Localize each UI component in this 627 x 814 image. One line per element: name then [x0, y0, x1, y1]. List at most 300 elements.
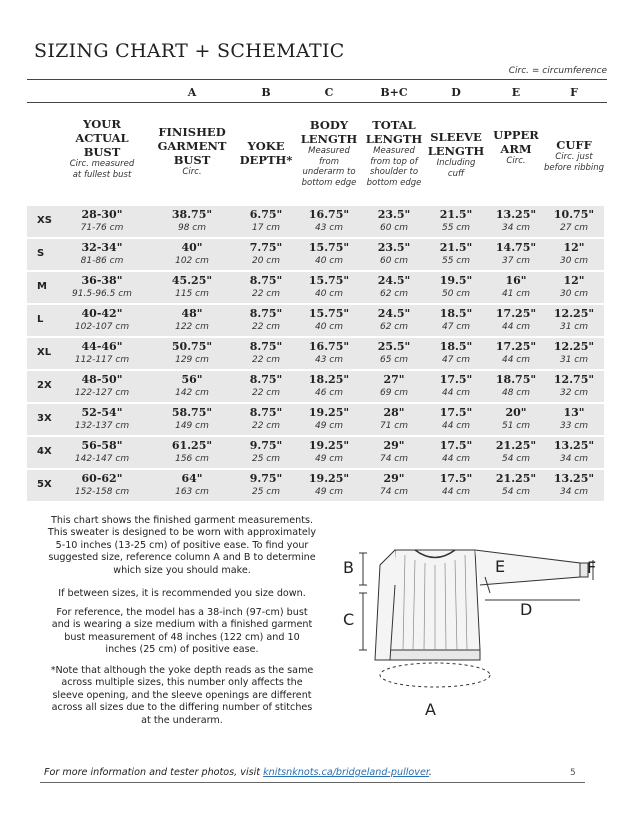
note-line: which size you should make. — [113, 564, 251, 576]
cell-total — [359, 241, 429, 267]
cell-yoke — [231, 340, 301, 366]
value-imperial: 20" — [505, 406, 527, 419]
table-row — [27, 404, 604, 435]
note-line: at the underarm. — [141, 714, 223, 726]
value-imperial: 12" — [563, 241, 585, 254]
cell-total — [359, 439, 429, 465]
cell-bust — [57, 373, 147, 399]
cell-total — [359, 472, 429, 498]
value-imperial: 12" — [563, 274, 585, 287]
value-imperial: 21.5" — [439, 241, 473, 254]
value-imperial: 12.75" — [553, 373, 595, 386]
value-imperial: 28" — [383, 406, 405, 419]
value-metric: 55 cm — [441, 256, 471, 266]
cell-yoke — [231, 241, 301, 267]
value-imperial: 19.25" — [308, 472, 350, 485]
cell-cuff — [539, 373, 609, 399]
value-imperial: 27" — [383, 373, 405, 386]
table-row — [27, 239, 604, 270]
value-imperial: 17.5" — [439, 472, 473, 485]
value-metric: 43 cm — [314, 223, 344, 233]
cell-cuff — [539, 472, 609, 498]
cell-yoke — [231, 406, 301, 432]
value-imperial: 13.25" — [495, 208, 537, 221]
note-paragraph — [32, 515, 332, 577]
value-metric: 34 cm — [559, 487, 589, 497]
value-metric: 30 cm — [559, 289, 589, 299]
size-label: 2X — [37, 380, 52, 391]
cell-finished — [157, 373, 227, 399]
cell-body — [294, 340, 364, 366]
value-metric: 44 cm — [441, 487, 471, 497]
table-row — [27, 272, 604, 303]
value-imperial: 48-50" — [81, 373, 123, 386]
value-metric: 54 cm — [501, 454, 531, 464]
header-subtitle-line: Circ. measured — [69, 159, 135, 169]
header-title-line: CUFF — [556, 138, 592, 152]
value-metric: 27 cm — [559, 223, 589, 233]
header-title-line: ARM — [500, 142, 532, 156]
cell-cuff — [539, 406, 609, 432]
value-imperial: 13.25" — [553, 472, 595, 485]
value-imperial: 15.75" — [308, 307, 350, 320]
table-row — [27, 437, 604, 468]
cell-bust — [57, 274, 147, 300]
value-imperial: 56" — [181, 373, 203, 386]
value-metric: 33 cm — [559, 421, 589, 431]
value-metric: 55 cm — [441, 223, 471, 233]
value-metric: 32 cm — [559, 388, 589, 398]
note-line: This sweater is designed to be worn with approximately — [47, 527, 317, 539]
value-metric: 37 cm — [501, 256, 531, 266]
value-imperial: 29" — [383, 472, 405, 485]
cell-cuff — [539, 307, 609, 333]
value-metric: 22 cm — [251, 322, 281, 332]
value-imperial: 61.25" — [171, 439, 213, 452]
schematic-label-a: A — [425, 700, 436, 719]
value-metric: 71-76 cm — [80, 223, 124, 233]
column-letter: D — [451, 86, 461, 99]
value-metric: 51 cm — [501, 421, 531, 431]
footer-lead: For more information and tester photos, visit — [44, 767, 264, 778]
value-imperial: 16.75" — [308, 340, 350, 353]
cell-finished — [157, 406, 227, 432]
value-metric: 115 cm — [175, 289, 209, 299]
value-imperial: 38.75" — [171, 208, 213, 221]
note-line: across all sizes due to the differing number of stitches — [51, 702, 313, 714]
value-metric: 142-147 cm — [74, 454, 130, 464]
value-metric: 122 cm — [175, 322, 209, 332]
value-imperial: 12.25" — [553, 340, 595, 353]
value-metric: 22 cm — [251, 421, 281, 431]
cell-finished — [157, 241, 227, 267]
size-label: L — [37, 314, 44, 325]
cell-total — [359, 307, 429, 333]
value-imperial: 6.75" — [249, 208, 283, 221]
table-row — [27, 206, 604, 237]
note-line: For reference, the model has a 38-inch (97-cm) bust — [56, 607, 308, 618]
header-title-line: SLEEVE — [430, 130, 482, 144]
cell-bust — [57, 208, 147, 234]
cell-body — [294, 406, 364, 432]
cell-finished — [157, 307, 227, 333]
value-metric: 163 cm — [175, 487, 209, 497]
value-imperial: 15.75" — [308, 274, 350, 287]
value-metric: 91.5-96.5 cm — [72, 289, 132, 299]
pattern-link[interactable]: knitsnknots.ca/bridgeland-pullover — [263, 767, 429, 778]
value-metric: 69 cm — [379, 388, 409, 398]
value-imperial: 29" — [383, 439, 405, 452]
schematic-label-c: C — [343, 610, 355, 629]
value-metric: 60 cm — [379, 223, 409, 233]
schematic-label-e: E — [495, 557, 506, 576]
value-imperial: 8.75" — [249, 340, 283, 353]
size-label: 4X — [37, 446, 52, 457]
cell-finished — [157, 208, 227, 234]
header-title-line: DEPTH* — [239, 153, 293, 167]
header-subtitle-line: Circ. — [182, 167, 202, 177]
cell-yoke — [231, 274, 301, 300]
value-imperial: 12.25" — [553, 307, 595, 320]
value-imperial: 18.75" — [495, 373, 537, 386]
size-label: 3X — [37, 413, 52, 424]
cell-bust — [57, 241, 147, 267]
header-title-line: YOUR — [83, 117, 121, 131]
value-metric: 81-86 cm — [80, 256, 124, 266]
header-title-line: BUST — [83, 145, 121, 159]
value-imperial: 23.5" — [377, 241, 411, 254]
value-metric: 112-117 cm — [74, 355, 130, 365]
value-metric: 25 cm — [251, 454, 281, 464]
footer-end: . — [428, 767, 432, 778]
header-subtitle-line: Circ. just — [555, 152, 593, 162]
cell-finished — [157, 439, 227, 465]
cell-body — [294, 472, 364, 498]
value-metric: 22 cm — [251, 289, 281, 299]
table-row — [27, 371, 604, 402]
page-title: SIZING CHART + SCHEMATIC — [34, 40, 345, 62]
value-imperial: 9.75" — [249, 472, 283, 485]
value-imperial: 17.25" — [495, 307, 537, 320]
value-imperial: 8.75" — [249, 373, 283, 386]
value-imperial: 40" — [181, 241, 203, 254]
value-imperial: 18.5" — [439, 307, 473, 320]
value-imperial: 13" — [563, 406, 585, 419]
column-letters — [0, 86, 627, 100]
cell-body — [294, 439, 364, 465]
value-imperial: 17.25" — [495, 340, 537, 353]
body-measure — [359, 593, 367, 650]
header-subtitle-line: bottom edge — [301, 177, 357, 188]
value-metric: 54 cm — [501, 487, 531, 497]
note-line: sleeve opening, and the sleeve openings are different — [52, 689, 312, 701]
cell-cuff — [539, 208, 609, 234]
value-metric: 102-107 cm — [74, 322, 130, 332]
value-metric: 142 cm — [175, 388, 209, 398]
value-metric: 102 cm — [175, 256, 209, 266]
value-metric: 34 cm — [559, 454, 589, 464]
value-metric: 152-158 cm — [74, 487, 130, 497]
value-metric: 50 cm — [441, 289, 471, 299]
value-metric: 44 cm — [441, 421, 471, 431]
value-imperial: 25.5" — [377, 340, 411, 353]
value-metric: 65 cm — [379, 355, 409, 365]
value-imperial: 24.5" — [377, 274, 411, 287]
value-imperial: 16.75" — [308, 208, 350, 221]
value-metric: 62 cm — [379, 289, 409, 299]
value-imperial: 14.75" — [495, 241, 537, 254]
value-metric: 31 cm — [559, 355, 589, 365]
footer-text — [44, 767, 432, 778]
value-metric: 20 cm — [251, 256, 281, 266]
value-imperial: 18.25" — [308, 373, 350, 386]
note-line: If between sizes, it is recommended you size down. — [58, 588, 306, 599]
size-label: XL — [37, 347, 52, 358]
value-metric: 149 cm — [175, 421, 209, 431]
note-line: 5-10 inches (13-25 cm) of positive ease. To find your — [55, 539, 309, 551]
note-paragraph — [32, 588, 332, 600]
value-imperial: 52-54" — [81, 406, 123, 419]
value-imperial: 13.25" — [553, 439, 595, 452]
table-row — [27, 305, 604, 336]
value-metric: 49 cm — [314, 454, 344, 464]
schematic-label-f: F — [587, 558, 597, 577]
header-subtitle-line: shoulder to — [369, 167, 419, 177]
note-line: bust measurement of 48 inches (122 cm) and 10 — [64, 631, 300, 643]
page-number: 5 — [570, 768, 576, 778]
note-line: suggested size, reference column A and B to determine — [48, 552, 316, 564]
cell-cuff — [539, 439, 609, 465]
value-metric: 25 cm — [251, 487, 281, 497]
value-imperial: 45.25" — [171, 274, 213, 287]
value-imperial: 17.5" — [439, 373, 473, 386]
cell-total — [359, 373, 429, 399]
column-letter: E — [511, 86, 521, 99]
value-imperial: 7.75" — [249, 241, 283, 254]
header-subtitle-line: before ribbing — [543, 162, 605, 173]
header-subtitle-line: from top of — [370, 156, 418, 167]
cell-total — [359, 406, 429, 432]
cell-cuff — [539, 241, 609, 267]
cell-body — [294, 241, 364, 267]
cell-total — [359, 208, 429, 234]
value-imperial: 36-38" — [81, 274, 123, 287]
value-metric: 46 cm — [314, 388, 344, 398]
cell-yoke — [231, 373, 301, 399]
value-metric: 22 cm — [251, 355, 281, 365]
value-metric: 49 cm — [314, 421, 344, 431]
value-imperial: 21.25" — [495, 472, 537, 485]
value-imperial: 17.5" — [439, 406, 473, 419]
cell-total — [359, 340, 429, 366]
value-imperial: 8.75" — [249, 274, 283, 287]
header-subtitle-line: bottom edge — [366, 177, 422, 188]
value-metric: 74 cm — [379, 487, 409, 497]
note-line: inches (25 cm) of positive ease. — [105, 644, 259, 656]
cell-finished — [157, 274, 227, 300]
cell-cuff — [539, 340, 609, 366]
header-subtitle-line: Circ. — [506, 156, 526, 166]
header-title-line: LENGTH — [300, 132, 358, 146]
value-imperial: 58.75" — [171, 406, 213, 419]
value-metric: 156 cm — [175, 454, 209, 464]
cell-bust — [57, 439, 147, 465]
sweater-hem — [390, 650, 480, 660]
size-label: 5X — [37, 479, 52, 490]
note-line: and is wearing a size medium with a finished garment — [51, 619, 313, 631]
table-row — [27, 470, 604, 501]
value-metric: 44 cm — [441, 388, 471, 398]
value-metric: 62 cm — [379, 322, 409, 332]
column-letter: B — [261, 86, 271, 99]
value-imperial: 23.5" — [377, 208, 411, 221]
value-imperial: 32-34" — [81, 241, 123, 254]
cell-bust — [57, 472, 147, 498]
cell-total — [359, 274, 429, 300]
value-imperial: 19.5" — [439, 274, 473, 287]
value-imperial: 19.25" — [308, 406, 350, 419]
cell-cuff — [539, 274, 609, 300]
size-label: XS — [37, 215, 52, 226]
size-label: M — [37, 281, 47, 292]
header-title-line: LENGTH — [365, 132, 423, 146]
cell-bust — [57, 307, 147, 333]
cell-yoke — [231, 439, 301, 465]
value-imperial: 40-42" — [81, 307, 123, 320]
value-imperial: 64" — [181, 472, 203, 485]
cell-bust — [57, 406, 147, 432]
header-title-line: LENGTH — [427, 144, 485, 158]
header-subtitle-line: underarm to — [302, 167, 356, 177]
value-imperial: 50.75" — [171, 340, 213, 353]
header-title-line: FINISHED — [158, 125, 226, 139]
value-imperial: 56-58" — [81, 439, 123, 452]
header-subtitle-line: Measured — [308, 146, 350, 156]
header-title-line: YOKE — [247, 139, 285, 153]
header-subtitle-line: cuff — [447, 168, 465, 179]
value-metric: 49 cm — [314, 487, 344, 497]
cell-body — [294, 274, 364, 300]
value-metric: 47 cm — [441, 322, 471, 332]
value-metric: 129 cm — [175, 355, 209, 365]
cell-yoke — [231, 208, 301, 234]
value-imperial: 21.25" — [495, 439, 537, 452]
yoke-measure — [359, 553, 367, 585]
value-imperial: 8.75" — [249, 307, 283, 320]
cell-finished — [157, 472, 227, 498]
column-letter: B+C — [380, 86, 408, 99]
circumference-note: Circ. = circumference — [508, 66, 607, 76]
header-cuff — [529, 138, 619, 173]
column-letter: A — [187, 86, 197, 99]
cell-body — [294, 373, 364, 399]
value-metric: 30 cm — [559, 256, 589, 266]
value-imperial: 18.5" — [439, 340, 473, 353]
header-subtitle-line: from — [319, 156, 339, 167]
value-imperial: 60-62" — [81, 472, 123, 485]
note-paragraph — [32, 665, 332, 727]
size-label: S — [37, 248, 45, 259]
value-metric: 122-127 cm — [74, 388, 130, 398]
value-imperial: 8.75" — [249, 406, 283, 419]
value-metric: 17 cm — [251, 223, 281, 233]
header-rule — [27, 102, 607, 103]
value-metric: 47 cm — [441, 355, 471, 365]
cell-yoke — [231, 307, 301, 333]
note-line: This chart shows the finished garment measurements. — [50, 515, 314, 526]
header-title-line: BUST — [173, 153, 211, 167]
value-metric: 44 cm — [501, 355, 531, 365]
value-metric: 44 cm — [441, 454, 471, 464]
value-imperial: 48" — [181, 307, 203, 320]
value-imperial: 44-46" — [81, 340, 123, 353]
header-bust — [57, 117, 147, 180]
value-metric: 98 cm — [177, 223, 207, 233]
value-imperial: 16" — [505, 274, 527, 287]
value-metric: 43 cm — [314, 355, 344, 365]
table-row — [27, 338, 604, 369]
sweater-schematic — [335, 525, 605, 725]
value-metric: 44 cm — [501, 322, 531, 332]
column-letter: C — [324, 86, 334, 99]
value-imperial: 21.5" — [439, 208, 473, 221]
note-paragraph — [32, 607, 332, 657]
value-metric: 22 cm — [251, 388, 281, 398]
value-metric: 31 cm — [559, 322, 589, 332]
value-imperial: 10.75" — [553, 208, 595, 221]
value-metric: 60 cm — [379, 256, 409, 266]
value-metric: 34 cm — [501, 223, 531, 233]
value-metric: 41 cm — [501, 289, 531, 299]
value-imperial: 9.75" — [249, 439, 283, 452]
bust-measure — [380, 663, 490, 687]
value-metric: 74 cm — [379, 454, 409, 464]
value-metric: 40 cm — [314, 289, 344, 299]
cell-bust — [57, 340, 147, 366]
value-metric: 40 cm — [314, 322, 344, 332]
top-rule — [27, 79, 607, 80]
schematic-label-d: D — [520, 600, 533, 619]
cell-body — [294, 307, 364, 333]
note-line: *Note that although the yoke depth reads as the same — [50, 665, 314, 676]
value-imperial: 28-30" — [81, 208, 123, 221]
value-imperial: 19.25" — [308, 439, 350, 452]
header-title-line: ACTUAL — [75, 131, 129, 145]
schematic-label-b: B — [343, 558, 354, 577]
cell-finished — [157, 340, 227, 366]
header-title-line: TOTAL — [372, 118, 416, 132]
header-subtitle-line: Including — [436, 158, 476, 168]
header-subtitle-line: Measured — [373, 146, 415, 156]
cell-yoke — [231, 472, 301, 498]
header-title-line: BODY — [309, 118, 349, 132]
value-imperial: 15.75" — [308, 241, 350, 254]
column-letter: F — [570, 86, 578, 99]
header-subtitle-line: at fullest bust — [72, 169, 132, 180]
value-metric: 48 cm — [501, 388, 531, 398]
footer-rule — [40, 782, 585, 783]
value-metric: 132-137 cm — [74, 421, 130, 431]
header-title-line: UPPER — [493, 128, 539, 142]
value-metric: 71 cm — [379, 421, 409, 431]
header-title-line: GARMENT — [157, 139, 227, 153]
right-sleeve — [475, 550, 580, 585]
note-line: across multiple sizes, this number only affects the — [61, 677, 303, 689]
value-metric: 40 cm — [314, 256, 344, 266]
value-imperial: 17.5" — [439, 439, 473, 452]
value-imperial: 24.5" — [377, 307, 411, 320]
cell-body — [294, 208, 364, 234]
